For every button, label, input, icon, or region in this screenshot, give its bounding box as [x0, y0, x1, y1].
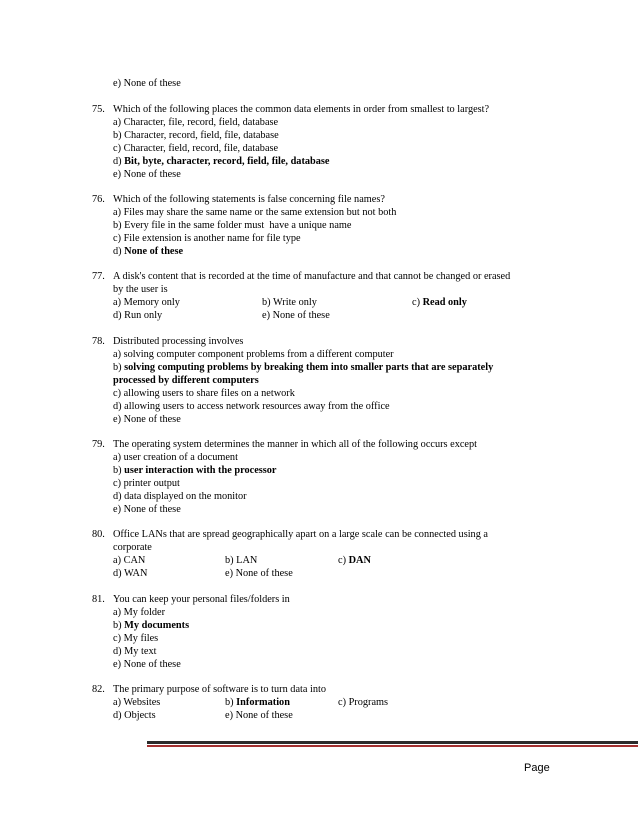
question-80-option-d: d) WAN [113, 568, 148, 579]
page-label: Page [524, 762, 550, 774]
question-75-option-a: a) Character, file, record, field, database [113, 117, 279, 128]
question-75-option-b: b) Character, record, field, file, database [113, 130, 279, 141]
question-81-option-a: a) My folder [113, 607, 166, 618]
question-82-number: 82. [92, 684, 105, 695]
question-81-option-b-answer: b) My documents [113, 620, 190, 631]
question-77-option-e: e) None of these [262, 310, 330, 321]
footer-divider-dark [147, 741, 638, 744]
footer-divider-red [147, 745, 638, 747]
question-78-option-a: a) solving computer component problems from a different computer [113, 349, 394, 360]
question-79-option-e: e) None of these [113, 504, 181, 515]
question-79-option-a: a) user creation of a document [113, 452, 238, 463]
question-79-option-c: c) printer output [113, 478, 180, 489]
question-78-option-b-answer-cont: processed by different computers [113, 375, 259, 386]
question-78-option-b-answer: b) solving computing problems by breaking them into smaller parts that are separately [113, 362, 494, 373]
question-81-option-e: e) None of these [113, 659, 181, 670]
question-75-option-c: c) Character, field, record, file, database [113, 143, 279, 154]
question-76-text: Which of the following statements is false concerning file names? [113, 194, 385, 205]
question-82-option-a: a) Websites [113, 697, 161, 708]
question-80-number: 80. [92, 529, 105, 540]
question-78-text: Distributed processing involves [113, 336, 244, 347]
question-77-option-c-answer: c) Read only [412, 297, 467, 308]
question-76-number: 76. [92, 194, 105, 205]
question-79-option-d: d) data displayed on the monitor [113, 491, 247, 502]
question-78-number: 78. [92, 336, 105, 347]
question-77-option-d: d) Run only [113, 310, 163, 321]
question-75-option-d-answer: d) Bit, byte, character, record, field, file, database [113, 156, 330, 167]
question-81-option-c: c) My files [113, 633, 159, 644]
question-82-option-e: e) None of these [225, 710, 293, 721]
question-82-option-d: d) Objects [113, 710, 156, 721]
question-77-text: A disk's content that is recorded at the time of manufacture and that cannot be changed or erased [113, 271, 511, 282]
question-75-option-e: e) None of these [113, 169, 181, 180]
question-77-number: 77. [92, 271, 105, 282]
question-79-text: The operating system determines the manner in which all of the following occurs except [113, 439, 477, 450]
question-77-option-b: b) Write only [262, 297, 317, 308]
question-79-number: 79. [92, 439, 105, 450]
question-80-option-c-answer: c) DAN [338, 555, 371, 566]
question-81-number: 81. [92, 594, 105, 605]
carry-over-option: e) None of these [113, 78, 181, 89]
question-75-text: Which of the following places the common data elements in order from smallest to largest? [113, 104, 490, 115]
question-82-option-b-answer: b) Information [225, 697, 290, 708]
question-76-option-b: b) Every file in the same folder must have a unique name [113, 220, 352, 231]
question-76-option-c: c) File extension is another name for file type [113, 233, 301, 244]
question-79-option-b-answer: b) user interaction with the processor [113, 465, 277, 476]
question-76-option-d-answer: d) None of these [113, 246, 184, 257]
question-80-option-a: a) CAN [113, 555, 146, 566]
question-80-option-b: b) LAN [225, 555, 258, 566]
question-77-text-cont: by the user is [113, 284, 168, 295]
question-82-option-c: c) Programs [338, 697, 389, 708]
question-80-text-cont: corporate [113, 542, 152, 553]
question-75-number: 75. [92, 104, 105, 115]
question-80-text: Office LANs that are spread geographically apart on a large scale can be connected using a [113, 529, 489, 540]
question-77-option-a: a) Memory only [113, 297, 180, 308]
question-81-option-d: d) My text [113, 646, 157, 657]
question-82-text: The primary purpose of software is to turn data into [113, 684, 327, 695]
question-78-option-d: d) allowing users to access network resources away from the office [113, 401, 390, 412]
question-78-option-c: c) allowing users to share files on a network [113, 388, 295, 399]
question-81-text: You can keep your personal files/folders in [113, 594, 290, 605]
question-80-option-e: e) None of these [225, 568, 293, 579]
question-76-option-a: a) Files may share the same name or the same extension but not both [113, 207, 397, 218]
question-78-option-e: e) None of these [113, 414, 181, 425]
